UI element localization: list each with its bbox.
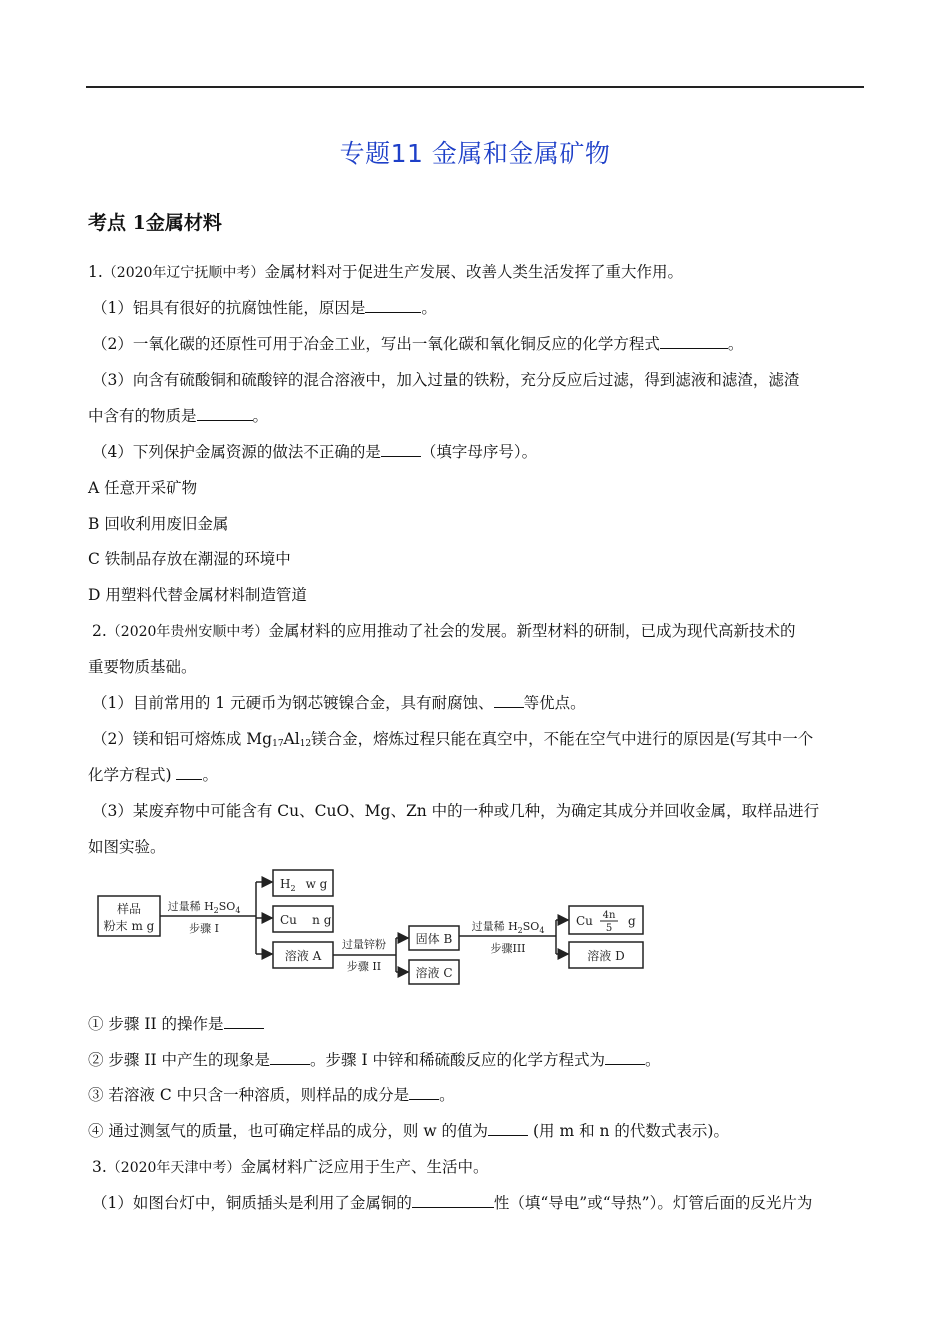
subscript: 12 xyxy=(299,739,312,749)
answer-blank[interactable] xyxy=(224,1014,264,1029)
q2-sub2 xyxy=(88,1050,661,1070)
arrow-step2-step: 步骤 II xyxy=(346,960,382,973)
answer-blank[interactable] xyxy=(494,693,524,708)
q3-intro xyxy=(92,1157,488,1178)
q1-option-c: C 铁制品存放在潮湿的环境中 xyxy=(88,550,291,568)
q1-part3-end: 。 xyxy=(252,407,269,425)
sample-label-line1: 样品 xyxy=(116,902,142,916)
arrow-step3-step: 步骤III xyxy=(490,942,526,955)
q2-intro xyxy=(92,621,795,642)
cu1-label: Cu n g xyxy=(280,913,332,927)
q1-part2-end: 。 xyxy=(727,335,744,353)
q1-part3b xyxy=(88,406,268,426)
q3-intro-text: 金属材料广泛应用于生产、生活中。 xyxy=(240,1158,489,1176)
q2-part1 xyxy=(92,693,586,713)
q2-part2-post: 镁合金，熔炼过程只能在真空中，不能在空气中进行的原因是(写其中一个 xyxy=(311,730,814,748)
arrow-step1-label: 过量稀 $H_2SO_4$ xyxy=(167,900,241,915)
answer-blank[interactable] xyxy=(365,298,421,313)
q1-part3a: （3）向含有硫酸铜和硫酸锌的混合溶液中，加入过量的铁粉，充分反应后过滤，得到滤液和滤渣，滤渣 xyxy=(92,371,800,389)
q3-number: 3. xyxy=(92,1158,107,1176)
solidb-label: 固体 B xyxy=(415,932,453,946)
q3-part1-text: （1）如图台灯中，铜质插头是利用了金属铜的 xyxy=(92,1194,412,1212)
experiment-flow-diagram xyxy=(96,868,656,988)
q2-part2a xyxy=(92,729,813,749)
q2-sub3 xyxy=(88,1085,455,1105)
cu2-fraction-denominator: 5 xyxy=(605,923,613,934)
section-heading: 考点 1金属材料 xyxy=(88,212,222,234)
q1-intro xyxy=(88,262,683,283)
sold-label: 溶液 D xyxy=(587,949,625,963)
cu2-fraction-numerator: 4n xyxy=(602,910,616,921)
q2-sub3-text: ③ 若溶液 C 中只含一种溶质，则样品的成分是 xyxy=(88,1086,410,1104)
q2-source: （2020年贵州安顺中考） xyxy=(106,624,269,640)
arrow-step2-label: 过量锌粉 xyxy=(342,938,386,951)
q1-part4 xyxy=(92,442,537,462)
q2-sub1 xyxy=(88,1014,264,1034)
answer-blank[interactable] xyxy=(197,406,253,421)
q1-part4-end: （填字母序号）。 xyxy=(420,443,538,461)
solc-label: 溶液 C xyxy=(415,966,453,980)
q1-source: （2020年辽宁抚顺中考） xyxy=(102,265,265,281)
q1-part1-text: （1）铝具有很好的抗腐蚀性能，原因是 xyxy=(92,299,366,317)
q2-sub4 xyxy=(88,1121,729,1141)
arrow-step1-step: 步骤 I xyxy=(189,922,219,935)
q2-intro-text: 金属材料的应用推动了社会的发展。新型材料的研制，已成为现代高新技术的 xyxy=(268,622,796,640)
q2-part2-text: （2）镁和铝可熔炼成 Mg xyxy=(92,730,273,748)
q2-sub2-text-b: 。步骤 I 中锌和稀硫酸反应的化学方程式为 xyxy=(310,1051,606,1069)
q2-part3b: 如图实验。 xyxy=(88,838,166,856)
q3-part1-end: 性（填“导电”或“导热”）。灯管后面的反光片为 xyxy=(493,1194,813,1212)
q2-number: 2. xyxy=(92,622,107,640)
q2-part2b xyxy=(88,765,218,785)
header-rule xyxy=(86,86,864,88)
q1-part2-text: （2）一氧化碳的还原性可用于冶金工业，写出一氧化碳和氧化铜反应的化学方程式 xyxy=(92,335,660,353)
answer-blank[interactable] xyxy=(409,1085,439,1100)
answer-blank[interactable] xyxy=(660,334,728,349)
q2-part3a: （3）某废弃物中可能含有 Cu、CuO、Mg、Zn 中的一种或几种，为确定其成分并回收金属，取样品进行 xyxy=(92,802,820,820)
q1-option-b: B 回收利用废旧金属 xyxy=(88,515,229,533)
q2-sub3-end: 。 xyxy=(439,1086,455,1104)
q2-sub2-end: 。 xyxy=(645,1051,661,1069)
q2-sub2-text: ② 步骤 II 中产生的现象是 xyxy=(88,1051,271,1069)
q3-source: （2020年天津中考） xyxy=(106,1160,241,1176)
q1-number: 1. xyxy=(88,263,103,281)
q1-part3b-text: 中含有的物质是 xyxy=(88,407,197,425)
q1-part1-end: 。 xyxy=(421,299,437,317)
sample-label-line2: 粉末 m g xyxy=(103,919,155,933)
q1-option-a: A 任意开采矿物 xyxy=(88,479,198,497)
page-title: 专题11 金属和金属矿物 xyxy=(339,139,611,168)
q2-sub4-end: (用 m 和 n 的代数式表示)。 xyxy=(528,1122,729,1140)
cu2-label: Cu xyxy=(576,914,593,928)
cu2-unit: g xyxy=(628,914,636,928)
q1-part1 xyxy=(92,298,437,318)
q1-part2 xyxy=(92,334,743,354)
h2-label: $H_2$ w g xyxy=(280,877,328,893)
q1-option-d: D 用塑料代替金属材料制造管道 xyxy=(88,586,307,604)
subscript: 17 xyxy=(272,739,284,749)
q2-intro-cont: 重要物质基础。 xyxy=(88,658,197,676)
q2-part1-text: （1）目前常用的 1 元硬币为钢芯镀镍合金，具有耐腐蚀、 xyxy=(92,694,494,712)
q2-part2b-text: 化学方程式) xyxy=(88,766,177,784)
answer-blank[interactable] xyxy=(605,1050,645,1065)
sola-label: 溶液 A xyxy=(284,949,322,963)
q2-part2b-end: 。 xyxy=(202,766,218,784)
q2-part2-al: Al xyxy=(283,730,300,748)
answer-blank[interactable] xyxy=(381,442,421,457)
q1-intro-text: 金属材料对于促进生产发展、改善人类生活发挥了重大作用。 xyxy=(264,263,683,281)
answer-blank[interactable] xyxy=(270,1050,310,1065)
answer-blank[interactable] xyxy=(412,1193,494,1208)
answer-blank[interactable] xyxy=(488,1121,528,1136)
q3-part1 xyxy=(92,1193,812,1213)
arrow-step3-label: 过量稀 $H_2SO_4$ xyxy=(471,920,545,935)
q2-part1-end: 等优点。 xyxy=(523,694,586,712)
q2-sub1-text: ① 步骤 II 的操作是 xyxy=(88,1015,224,1033)
answer-blank[interactable] xyxy=(176,765,202,780)
q2-sub4-text: ④ 通过测氢气的质量，也可确定样品的成分，则 w 的值为 xyxy=(88,1122,489,1140)
q1-part4-text: （4）下列保护金属资源的做法不正确的是 xyxy=(92,443,381,461)
